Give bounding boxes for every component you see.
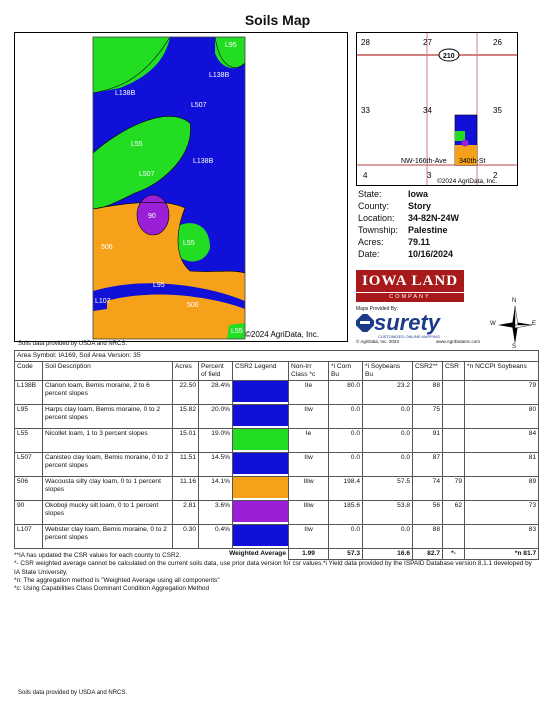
table-row <box>15 404 539 428</box>
cell-nccpi: 79 <box>465 380 539 404</box>
map-label: L55 <box>183 240 195 247</box>
col-header: *i Soybeans Bu <box>363 361 413 380</box>
cell-corn: 185.6 <box>329 500 363 524</box>
legend-swatch <box>233 405 288 426</box>
footnotes <box>14 552 538 594</box>
map-label: L138B <box>193 158 214 165</box>
col-header: Non-Irr Class *c <box>289 361 329 380</box>
map-label: L55 <box>231 328 243 335</box>
col-header: Percent of field <box>199 361 233 380</box>
cell-class: IIIw <box>289 500 329 524</box>
cell-desc: Okoboji mucky silt loam, 0 to 1 percent slopes <box>43 500 173 524</box>
info-label: County: <box>358 201 390 211</box>
table-row <box>15 500 539 524</box>
section-number: 4 <box>363 171 368 180</box>
info-value: 10/16/2024 <box>408 249 454 259</box>
cell-nccpi: 81 <box>465 452 539 476</box>
soils-map[interactable] <box>14 32 348 342</box>
cell-corn: 0.0 <box>329 428 363 452</box>
table-row <box>15 452 539 476</box>
col-header: *n NCCPI Soybeans <box>465 361 539 380</box>
csr2-legend-cell <box>233 404 289 428</box>
compass-e: E <box>532 321 537 327</box>
section-number: 33 <box>361 106 370 115</box>
weighted-csr2: 82.7 <box>413 548 443 559</box>
csr2-legend-cell <box>233 524 289 548</box>
table-row <box>15 428 539 452</box>
weighted-label: Weighted Average <box>15 548 289 559</box>
footer-source: Soils data provided by USDA and NRCS. <box>18 690 128 696</box>
col-header: Acres <box>173 361 199 380</box>
csr2-legend-cell <box>233 428 289 452</box>
cell-csr <box>443 380 465 404</box>
map-label: L138B <box>115 90 136 97</box>
iowa-land-logo <box>356 270 464 303</box>
info-block <box>358 189 538 261</box>
cell-desc: Wacousta silty clay loam, 0 to 1 percent slopes <box>43 476 173 500</box>
col-header: CSR2 Legend <box>233 361 289 380</box>
legend-swatch <box>233 501 288 522</box>
map-source-note: Soils data provided by USDA and NRCS. <box>18 341 128 347</box>
compass-n: N <box>512 298 517 304</box>
cell-class: IIw <box>289 452 329 476</box>
cell-soy: 0.0 <box>363 428 413 452</box>
weighted-corn: 57.3 <box>329 548 363 559</box>
map-label: L55 <box>131 141 143 148</box>
cell-acres: 22.50 <box>173 380 199 404</box>
cell-desc: Nicollet loam, 1 to 3 percent slopes <box>43 428 173 452</box>
cell-code: L107 <box>15 524 43 548</box>
cell-code: 506 <box>15 476 43 500</box>
table-row <box>15 476 539 500</box>
csr2-legend-cell <box>233 500 289 524</box>
info-label: State: <box>358 189 382 199</box>
cell-nccpi: 84 <box>465 428 539 452</box>
cell-csr: 62 <box>443 500 465 524</box>
cell-desc: Webster clay loam, Bemis moraine, 0 to 2 percent slopes <box>43 524 173 548</box>
locator-map[interactable] <box>356 32 518 186</box>
cell-nccpi: 73 <box>465 500 539 524</box>
cell-csr2: 87 <box>413 452 443 476</box>
cell-csr: 79 <box>443 476 465 500</box>
surety-tagline: CUSTOMIZED ONLINE MAPPING <box>378 334 440 339</box>
col-header: Code <box>15 361 43 380</box>
highway-badge-label: 210 <box>443 53 455 60</box>
csr2-legend-cell <box>233 476 289 500</box>
weighted-soy: 16.6 <box>363 548 413 559</box>
cell-class: Ie <box>289 428 329 452</box>
cell-csr <box>443 428 465 452</box>
cell-soy: 0.0 <box>363 404 413 428</box>
locator-map-canvas <box>357 33 517 185</box>
cell-acres: 0.30 <box>173 524 199 548</box>
cell-soy: 57.5 <box>363 476 413 500</box>
cell-acres: 2.81 <box>173 500 199 524</box>
cell-acres: 15.82 <box>173 404 199 428</box>
cell-csr2: 88 <box>413 524 443 548</box>
cell-corn: 0.0 <box>329 452 363 476</box>
info-value: Iowa <box>408 189 429 199</box>
section-number: 35 <box>493 106 502 115</box>
cell-soy: 0.0 <box>363 524 413 548</box>
field-location-green <box>455 131 465 141</box>
cell-soy: 23.2 <box>363 380 413 404</box>
legend-swatch <box>233 381 288 402</box>
surety-emblem-icon <box>356 314 374 332</box>
soils-table <box>14 350 539 560</box>
cell-nccpi: 83 <box>465 524 539 548</box>
col-header: *i Corn Bu <box>329 361 363 380</box>
cell-nccpi: 89 <box>465 476 539 500</box>
cell-acres: 15.01 <box>173 428 199 452</box>
weighted-csr: *- <box>443 548 465 559</box>
cell-csr2: 56 <box>413 500 443 524</box>
cell-code: L138B <box>15 380 43 404</box>
cell-pct: 14.5% <box>199 452 233 476</box>
cell-csr <box>443 404 465 428</box>
cell-desc: Clarion loam, Bemis moraine, 2 to 6 percent slopes <box>43 380 173 404</box>
cell-acres: 11.51 <box>173 452 199 476</box>
cell-acres: 11.16 <box>173 476 199 500</box>
cell-csr <box>443 524 465 548</box>
surety-brand: surety <box>374 310 441 335</box>
cell-class: IIe <box>289 380 329 404</box>
map-label: L138B <box>209 72 230 79</box>
cell-corn: 198.4 <box>329 476 363 500</box>
map-label: 506 <box>187 302 199 309</box>
cell-pct: 0.4% <box>199 524 233 548</box>
surety-url: www.AgriDataInc.com <box>435 339 480 344</box>
map-label: 506 <box>101 244 113 251</box>
col-header: CSR2** <box>413 361 443 380</box>
cell-corn: 80.0 <box>329 380 363 404</box>
table-header-row <box>15 361 539 380</box>
csr2-legend-cell <box>233 452 289 476</box>
road-name: NW-166th-Ave <box>401 158 447 165</box>
map-label: 90 <box>148 213 156 220</box>
info-value: 79.11 <box>408 237 431 247</box>
cell-csr2: 74 <box>413 476 443 500</box>
section-number: 2 <box>493 171 498 180</box>
legend-swatch <box>233 525 288 546</box>
legend-swatch <box>233 477 288 498</box>
csr2-legend-cell <box>233 380 289 404</box>
cell-class: IIIw <box>289 476 329 500</box>
cell-csr <box>443 452 465 476</box>
legend-swatch <box>233 453 288 474</box>
section-number: 27 <box>423 38 432 47</box>
compass-rose <box>492 300 538 350</box>
cell-code: L95 <box>15 404 43 428</box>
legend-swatch <box>233 429 288 450</box>
map-label: L95 <box>225 42 237 49</box>
cell-soy: 53.8 <box>363 500 413 524</box>
footnote: *n: The aggregation method is "Weighted Average using all components" <box>14 576 220 584</box>
surety-copyright: © AgriData, Inc. 2023 <box>356 339 399 344</box>
field-location-purple <box>462 140 469 147</box>
info-value: 34-82N-24W <box>408 213 460 223</box>
cell-soy: 0.0 <box>363 452 413 476</box>
section-number: 34 <box>423 106 432 115</box>
info-value: Palestine <box>408 225 448 235</box>
footnote: *c: Using Capabilities Class Dominant Condition Aggregation Method <box>14 585 210 593</box>
surety-logo <box>356 306 480 346</box>
map-label: L95 <box>153 282 165 289</box>
section-number: 3 <box>427 171 432 180</box>
logo-sub: COMPANY <box>356 292 464 302</box>
locator-copyright: ©2024 AgriData, Inc. <box>437 178 498 185</box>
cell-pct: 20.0% <box>199 404 233 428</box>
table-row <box>15 524 539 548</box>
table-row <box>15 380 539 404</box>
section-number: 28 <box>361 38 370 47</box>
cell-csr2: 88 <box>413 380 443 404</box>
cell-corn: 0.0 <box>329 404 363 428</box>
info-label: Location: <box>358 213 395 223</box>
cell-corn: 0.0 <box>329 524 363 548</box>
cell-csr2: 91 <box>413 428 443 452</box>
compass-w: W <box>490 321 496 327</box>
cell-class: IIw <box>289 404 329 428</box>
map-label: L107 <box>95 298 111 305</box>
soil-polygons <box>93 37 245 339</box>
map-label: L507 <box>191 102 207 109</box>
cell-pct: 14.1% <box>199 476 233 500</box>
col-header: CSR <box>443 361 465 380</box>
cell-nccpi: 80 <box>465 404 539 428</box>
map-copyright: ©2024 AgriData, Inc. <box>245 330 319 339</box>
cell-desc: Harps clay loam, Bemis moraine, 0 to 2 percent slopes <box>43 404 173 428</box>
compass-s: S <box>512 344 517 350</box>
footnote: *- CSR weighted average cannot be calculated on the current soils data, use prior data version for csr values.*i Yield data provided by the ISPAID Database version 8.1.1 developed by IA State University. <box>14 560 532 576</box>
cell-code: L55 <box>15 428 43 452</box>
cell-class: IIw <box>289 524 329 548</box>
cell-pct: 28.4% <box>199 380 233 404</box>
page-title: Soils Map <box>244 12 311 28</box>
col-header: Soil Description <box>43 361 173 380</box>
soils-map-canvas <box>15 33 347 341</box>
weighted-class: 1.99 <box>289 548 329 559</box>
logo-name: IOWA LAND <box>356 270 464 292</box>
info-label: Date: <box>358 249 380 259</box>
cell-desc: Canisteo clay loam, Bemis moraine, 0 to 2 percent slopes <box>43 452 173 476</box>
section-number: 26 <box>493 38 502 47</box>
road-name: 340th-St <box>459 158 486 165</box>
cell-pct: 3.6% <box>199 500 233 524</box>
cell-code: 90 <box>15 500 43 524</box>
maps-provided-by: Maps Provided By: <box>356 306 398 312</box>
cell-csr2: 75 <box>413 404 443 428</box>
info-label: Acres: <box>358 237 384 247</box>
map-label: L507 <box>139 171 155 178</box>
cell-code: L507 <box>15 452 43 476</box>
cell-pct: 19.0% <box>199 428 233 452</box>
info-value: Story <box>408 201 432 211</box>
area-symbol: Area Symbol: IA169, Soil Area Version: 35 <box>15 351 539 362</box>
footnote: **IA has updated the CSR values for each county to CSR2. <box>14 552 181 559</box>
weighted-nccpi: *n 81.7 <box>465 548 539 559</box>
info-label: Township: <box>358 225 399 235</box>
